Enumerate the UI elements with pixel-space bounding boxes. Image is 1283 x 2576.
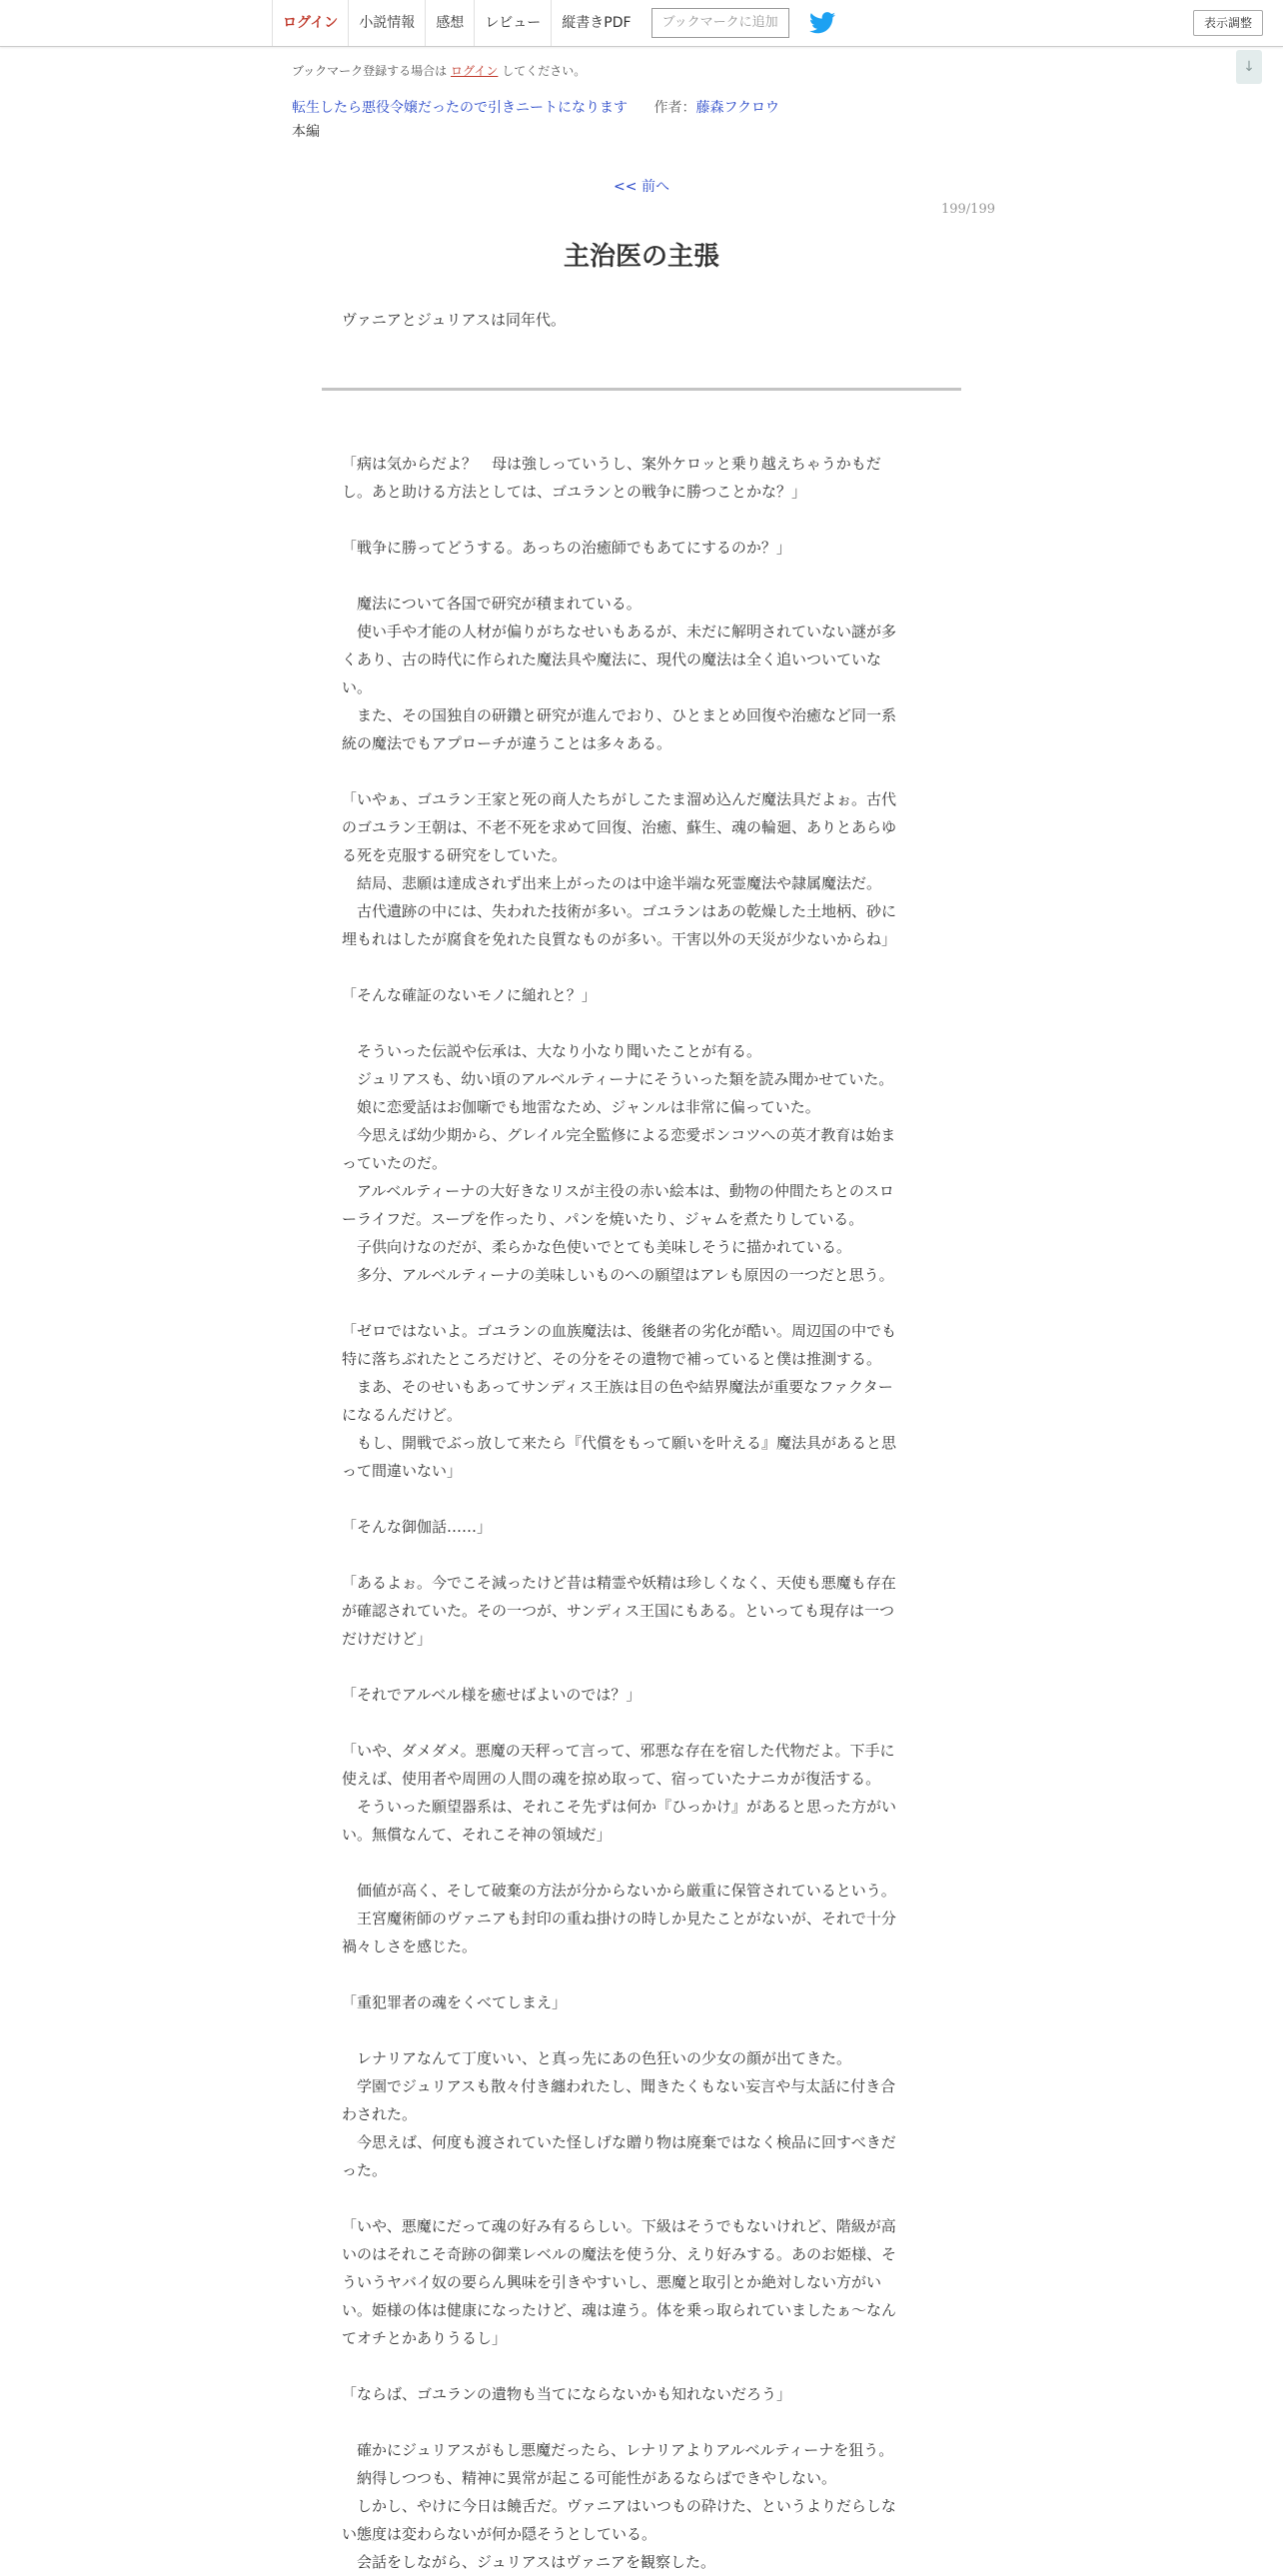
- body-line: [342, 2184, 941, 2212]
- body-line: ジュリアスも、幼い頃のアルベルティーナにそういった類を読み聞かせていた。: [342, 1070, 894, 1088]
- body-line: が確認されていた。その一つが、サンディス王国にもある。といっても現存は一つ: [342, 1602, 895, 1620]
- novel-title-link[interactable]: 転生したら悪役令嬢だったので引きニートになります: [292, 100, 628, 116]
- body-line: い態度は変わらないが何か隠そうとしている。: [342, 2525, 657, 2543]
- body-line: 「ならば、ゴユランの遺物も当てにならないかも知れないだろう」: [342, 2385, 792, 2403]
- body-line: 使えば、使用者や周囲の人間の魂を掠め取って、宿っていたナニカが復活する。: [342, 1770, 881, 1788]
- login-note-link[interactable]: ログイン: [451, 64, 499, 78]
- body-line: そういった伝説や伝承は、大なり小なり聞いたことが有る。: [342, 1042, 762, 1060]
- body-line: 価値が高く、そして破棄の方法が分からないから厳重に保管されているという。: [342, 1882, 896, 1900]
- body-line: 特に落ちぶれたところだけど、その分をその遺物で補っていると僕は推測する。: [342, 1350, 882, 1368]
- body-line: い。姫様の体は健康になったけど、魂は違う。体を乗っ取られていましたぁ～なん: [342, 2301, 897, 2319]
- body-line: 娘に恋愛話はお伽噺でも地雷なため、ジャンルは非常に偏っていた。: [342, 1098, 820, 1116]
- body-line: [342, 1485, 941, 1513]
- body-line: 埋もれはしたが腐食を免れた良質なものが多い。干害以外の天災が少ないからね」: [342, 930, 897, 948]
- body-line: 会話をしながら、ジュリアスはヴァニアを観察した。: [342, 2553, 715, 2571]
- body-line: になるんだけど。: [342, 1406, 463, 1424]
- body-line: ーライフだ。スープを作ったり、パンを焼いたり、ジャムを煮たりしている。: [342, 1210, 864, 1228]
- nav-login-link[interactable]: ログイン: [272, 0, 348, 46]
- body-line: くあり、古の時代に作られた魔法具や魔法に、現代の魔法は全く追いついていな: [342, 650, 882, 668]
- author-link[interactable]: 藤森フクロウ: [695, 100, 780, 116]
- episode-preface: ヴァニアとジュリアスは同年代。: [342, 311, 566, 329]
- body-line: った。: [342, 2161, 388, 2179]
- nav-vertical-pdf-link[interactable]: 縦書きPDF: [551, 0, 641, 46]
- body-line: のゴユラン王朝は、不老不死を求めて回復、治癒、蘇生、魂の輪廻、ありとあらゆ: [342, 818, 897, 836]
- body-line: 結局、悲願は達成されず出来上がったのは中途半端な死霊魔法や隷属魔法だ。: [342, 874, 882, 892]
- body-line: [342, 757, 941, 785]
- body-line: 王宮魔術師のヴァニアも封印の重ね掛けの時しか見たことがないが、それで十分: [342, 1910, 896, 1928]
- nav-impressions-link[interactable]: 感想: [425, 0, 474, 46]
- add-bookmark-button[interactable]: ブックマークに追加: [651, 8, 789, 38]
- body-line: [342, 2408, 941, 2436]
- body-line: 「そんな確証のないモノに縋れと？」: [342, 986, 597, 1004]
- body-line: レナリアなんて丁度いい、と真っ先にあの色狂いの少女の顔が出てきた。: [342, 2049, 852, 2067]
- display-settings-button[interactable]: 表示調整: [1193, 10, 1263, 36]
- body-line: 「いや、悪魔にだって魂の好み有るらしい。下級はそうでもないけれど、階級が高: [342, 2217, 896, 2235]
- nav-review-link[interactable]: レビュー: [474, 0, 551, 46]
- body-line: いのはそれこそ奇跡の御業レベルの魔法を使う分、えり好みする。あのお姫様、そ: [342, 2245, 897, 2263]
- body-line: 「いや、ダメダメ。悪魔の天秤って言って、邪悪な存在を宿した代物だよ。下手に: [342, 1742, 895, 1760]
- body-line: 今思えば幼少期から、グレイル完全監修による恋愛ポンコツへの英才教育は始ま: [342, 1126, 896, 1144]
- body-line: [342, 1289, 941, 1317]
- novel-body: [342, 450, 941, 2576]
- body-line: わされた。: [342, 2105, 418, 2123]
- body-line: 「あるよぉ。今でこそ減ったけど昔は精霊や妖精は珍しくなく、天使も悪魔も存在: [342, 1574, 896, 1592]
- body-line: そういった願望器系は、それこそ先ずは何か『ひっかけ』があると思った方がい: [342, 1798, 897, 1816]
- body-line: 「ゼロではないよ。ゴユランの血族魔法は、後継者の劣化が酷い。周辺国の中でも: [342, 1322, 897, 1340]
- login-note: [292, 62, 586, 79]
- twitter-icon[interactable]: [809, 12, 835, 34]
- body-line: 使い手や才能の人材が偏りがちなせいもあるが、未だに解明されていない謎が多: [342, 623, 897, 641]
- body-line: って間違いない」: [342, 1462, 463, 1480]
- body-line: てオチとかありうるし」: [342, 2329, 508, 2347]
- body-line: また、その国独自の研鑽と研究が進んでおり、ひとまとめ回復や治癒など同一系: [342, 706, 897, 724]
- body-line: 確かにジュリアスがもし悪魔だったら、レナリアよりアルベルティーナを狙う。: [342, 2441, 894, 2459]
- top-nav-bar: [0, 0, 1283, 47]
- body-line: 古代遺跡の中には、失われた技術が多い。ゴユランはあの乾燥した土地柄、砂に: [342, 902, 897, 920]
- preface-divider: [322, 388, 961, 391]
- body-line: だけだけど」: [342, 1630, 433, 1648]
- body-line: 「そんな御伽話……」: [342, 1518, 493, 1536]
- body-line: 多分、アルベルティーナの美味しいものへの願望はアレも原因の一つだと思う。: [342, 1266, 894, 1284]
- author-label: 作者：: [653, 100, 696, 116]
- body-line: 子供向けなのだが、柔らかな色使いでとても美味しそうに描かれている。: [342, 1238, 852, 1256]
- body-line: [342, 1709, 941, 1737]
- body-line: [342, 1849, 941, 1877]
- body-line: ういうヤバイ奴の要らん興味を引きやすいし、悪魔と取引とか絶対しない方がい: [342, 2273, 882, 2291]
- body-line: る死を克服する研究をしていた。: [342, 846, 568, 864]
- novel-header: [292, 97, 779, 117]
- body-line: [342, 2352, 941, 2380]
- body-line: い。: [342, 678, 373, 696]
- body-line: 「いやぁ、ゴユラン王家と死の商人たちがしこたま溜め込んだ魔法具だよぉ。古代: [342, 790, 897, 808]
- body-line: 「それでアルベル様を癒せばよいのでは？」: [342, 1686, 642, 1704]
- body-line: まあ、そのせいもあってサンディス王族は目の色や結界魔法が重要なファクター: [342, 1378, 893, 1396]
- body-line: [342, 1009, 941, 1037]
- chapter-label: 本編: [292, 124, 320, 140]
- body-line: [342, 562, 941, 590]
- body-line: [342, 1960, 941, 1988]
- prev-page-link[interactable]: << 前へ: [614, 179, 669, 195]
- body-line: い。無償なんて、それこそ神の領域だ」: [342, 1826, 612, 1844]
- body-line: [342, 506, 941, 534]
- body-line: [342, 1653, 941, 1681]
- body-line: [342, 953, 941, 981]
- body-line: 「重犯罪者の魂をくべてしまえ」: [342, 1993, 568, 2011]
- body-line: [342, 2016, 941, 2044]
- nav-novel-info-link[interactable]: 小説情報: [348, 0, 425, 46]
- body-line: 禍々しさを感じた。: [342, 1937, 478, 1955]
- page-counter: 199/199: [940, 202, 995, 217]
- main-nav: [272, 0, 835, 46]
- body-line: アルベルティーナの大好きなリスが主役の赤い絵本は、動物の仲間たちとのスロ: [342, 1182, 894, 1200]
- body-line: もし、開戦でぶっ放して来たら『代償をもって願いを叶える』魔法具があると思: [342, 1434, 897, 1452]
- body-line: 学園でジュリアスも散々付き纏われたし、聞きたくもない妄言や与太話に付き合: [342, 2077, 896, 2095]
- login-note-prefix: ブックマーク登録する場合は: [292, 64, 448, 78]
- scroll-down-button[interactable]: ↓: [1236, 50, 1262, 84]
- body-line: 「戦争に勝ってどうする。あっちの治癒師でもあてにするのか？」: [342, 539, 791, 557]
- body-line: 魔法について各国で研究が積まれている。: [342, 595, 642, 613]
- body-line: 統の魔法でもアプローチが違うことは多々ある。: [342, 734, 672, 752]
- body-line: しかし、やけに今日は饒舌だ。ヴァニアはいつもの砕けた、というよりだらしな: [342, 2497, 896, 2515]
- episode-title: 主治医の主張: [563, 242, 719, 272]
- prev-nav: [0, 176, 1283, 196]
- body-line: [342, 1541, 941, 1569]
- body-line: 今思えば、何度も渡されていた怪しげな贈り物は廃棄ではなく検品に回すべきだ: [342, 2133, 896, 2151]
- body-line: 「病は気からだよ？ 母は強しっていうし、案外ケロッと乗り越えちゃうかもだ: [342, 455, 881, 473]
- body-line: し。あと助ける方法としては、ゴユランとの戦争に勝つことかな？」: [342, 483, 807, 501]
- login-note-suffix: してください。: [502, 64, 587, 78]
- body-line: っていたのだ。: [342, 1154, 448, 1172]
- body-line: 納得しつつも、精神に異常が起こる可能性があるならばできやしない。: [342, 2469, 837, 2487]
